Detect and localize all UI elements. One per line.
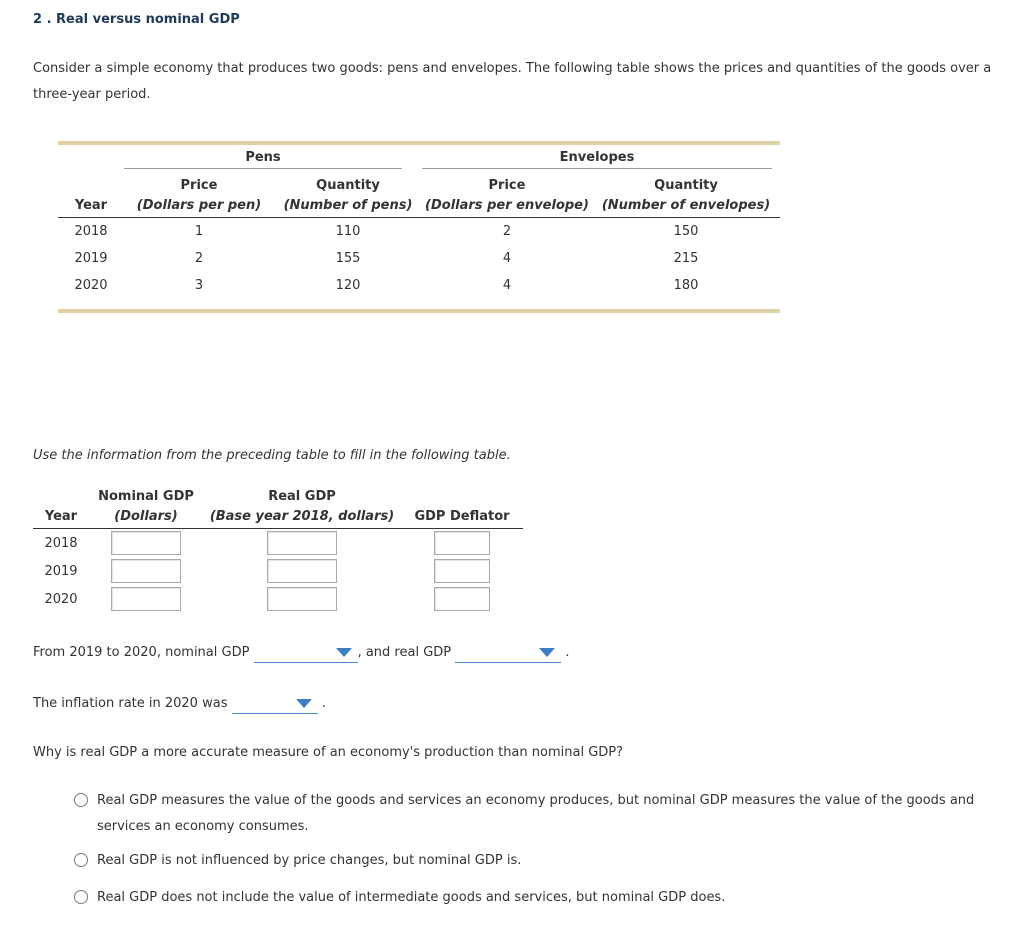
option-label: Real GDP is not influenced by price changes, but nominal GDP is. (97, 853, 522, 868)
inflation-rate-dropdown[interactable] (232, 693, 318, 714)
header-pen-quantity: Quantity (316, 178, 380, 193)
header-real-gdp: Real GDP (268, 489, 336, 504)
gdp-fill-table (33, 482, 523, 613)
row-year: 2019 (74, 251, 108, 266)
sentence2-suffix: . (321, 696, 326, 711)
pen-price-cell: 1 (194, 224, 204, 239)
question-title-text: Real versus nominal GDP (56, 12, 240, 27)
group-header-pens: Pens (124, 150, 402, 169)
pen-quantity-cell: 120 (335, 278, 361, 293)
header-year: Year (58, 193, 124, 218)
pen-quantity-cell: 110 (335, 224, 361, 239)
gdp-deflator-2019-input[interactable] (434, 559, 490, 583)
table-row (33, 557, 523, 585)
table-bottom-border (58, 309, 780, 313)
envelope-price-cell: 2 (502, 224, 512, 239)
real-gdp-2018-input[interactable] (267, 531, 337, 555)
header-real-gdp-unit: (Base year 2018, dollars) (203, 504, 401, 529)
row-year: 2020 (74, 278, 108, 293)
table-row (58, 272, 780, 299)
envelope-quantity-cell: 180 (673, 278, 699, 293)
pen-quantity-cell: 155 (335, 251, 361, 266)
sentence1-suffix: . (565, 645, 570, 660)
nominal-gdp-2019-input[interactable] (111, 559, 181, 583)
question-intro: Consider a simple economy that produces two goods: pens and envelopes. The following table shows the prices and quantities of the goods over a three-year period. (33, 61, 992, 102)
radio-button[interactable] (74, 853, 88, 867)
envelope-quantity-cell: 150 (673, 224, 699, 239)
option-label: Real GDP does not include the value of intermediate goods and services, but nominal GDP does. (97, 890, 726, 905)
header-pen-quantity-unit: (Number of pens) (274, 193, 422, 218)
nominal-gdp-2020-input[interactable] (111, 587, 181, 611)
answer-option-1[interactable] (74, 788, 994, 840)
header-nominal-gdp-unit: (Dollars) (89, 504, 203, 529)
header-gdp-deflator: GDP Deflator (401, 504, 523, 529)
answer-option-2[interactable] (74, 848, 994, 874)
inflation-sentence (33, 693, 326, 714)
question-title: 2 . Real versus nominal GDP (33, 12, 240, 27)
pen-price-cell: 2 (194, 251, 204, 266)
radio-button[interactable] (74, 890, 88, 904)
table-row (33, 585, 523, 613)
header-envelope-quantity: Quantity (654, 178, 718, 193)
envelope-price-cell: 4 (502, 278, 512, 293)
nominal-gdp-2018-input[interactable] (111, 531, 181, 555)
gdp-deflator-2020-input[interactable] (434, 587, 490, 611)
table-row (58, 245, 780, 272)
row-year: 2019 (44, 563, 78, 579)
sentence2-prefix: The inflation rate in 2020 was (33, 696, 228, 711)
sentence1-middle: , and real GDP (357, 645, 452, 660)
header-envelope-price-unit: (Dollars per envelope) (422, 193, 592, 218)
nominal-gdp-change-dropdown[interactable] (254, 642, 358, 663)
answer-option-3[interactable] (74, 885, 994, 911)
envelope-quantity-cell: 215 (673, 251, 699, 266)
header-envelope-price: Price (488, 178, 526, 193)
group-header-envelopes: Envelopes (422, 150, 772, 169)
dropdown-arrow-icon (336, 648, 352, 657)
row-year: 2018 (44, 535, 78, 551)
table-row (33, 529, 523, 558)
row-year: 2018 (74, 224, 108, 239)
dropdown-arrow-icon (539, 648, 555, 657)
radio-button[interactable] (74, 793, 88, 807)
header-envelope-quantity-unit: (Number of envelopes) (592, 193, 780, 218)
envelope-price-cell: 4 (502, 251, 512, 266)
dropdown-arrow-icon (296, 699, 312, 708)
option-label: Real GDP measures the value of the goods and services an economy produces, but nominal GDP measures the value of the goods and services an economy consumes. (97, 793, 975, 834)
sentence1-prefix: From 2019 to 2020, nominal GDP (33, 645, 250, 660)
header-pen-price-unit: (Dollars per pen) (124, 193, 274, 218)
table-row (58, 218, 780, 246)
fill-instruction: Use the information from the preceding table to fill in the following table. (33, 448, 511, 463)
nominal-real-sentence (33, 642, 570, 663)
row-year: 2020 (44, 591, 78, 607)
header-nominal-gdp: Nominal GDP (98, 489, 194, 504)
real-gdp-change-dropdown[interactable] (455, 642, 561, 663)
real-gdp-2019-input[interactable] (267, 559, 337, 583)
real-gdp-2020-input[interactable] (267, 587, 337, 611)
header-year: Year (33, 504, 89, 529)
pen-price-cell: 3 (194, 278, 204, 293)
question-number: 2 (33, 12, 43, 27)
prices-quantities-table (58, 141, 780, 313)
gdp-deflator-2018-input[interactable] (434, 531, 490, 555)
why-question: Why is real GDP a more accurate measure of an economy's production than nominal GDP? (33, 745, 624, 760)
header-pen-price: Price (180, 178, 218, 193)
